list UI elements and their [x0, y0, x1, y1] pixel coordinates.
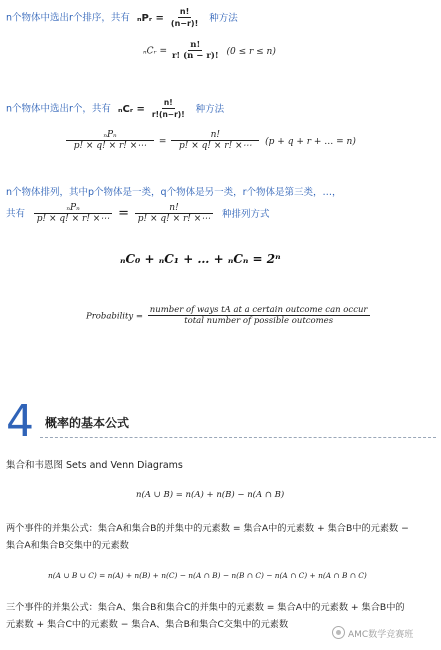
- perm-fraction: [169, 7, 200, 29]
- arr-fraction-2: [171, 130, 259, 152]
- perm-den: (n−r)!: [170, 19, 199, 28]
- comb-symbol: ₙCᵣ =: [117, 103, 145, 115]
- multi-line-2: [6, 203, 270, 225]
- arrangement-formula: [66, 130, 356, 152]
- venn-p2-line1: 两个事件的并集公式：集合A和集合B的并集中的元素数 = 集合A中的元素数 + 集合B中的元素数 −: [6, 523, 409, 534]
- ncr-left: ₙCᵣ =: [143, 46, 168, 57]
- multi-text-a: 共有: [6, 208, 26, 220]
- comb-num: n!: [163, 98, 173, 107]
- perm-num: n!: [179, 7, 190, 16]
- section-divider: [40, 437, 436, 438]
- multi-text-b: 种排列方式: [222, 208, 270, 220]
- perm-text-b: 种方法: [209, 12, 238, 24]
- section-title: 概率的基本公式: [45, 416, 130, 430]
- arr-den-2: p! × q! × r! ×⋯: [178, 141, 252, 151]
- multi-num-2: n!: [135, 203, 213, 214]
- arr-fraction-1: [66, 130, 154, 152]
- perm-symbol: ₙPᵣ =: [136, 12, 164, 24]
- venn-title: 集合和韦恩图 Sets and Venn Diagrams: [6, 460, 183, 471]
- arr-eq: =: [158, 136, 167, 147]
- arr-den-1: p! × q! × r! ×⋯: [73, 141, 147, 151]
- perm-line: [6, 7, 238, 29]
- ncr-den: r! (n − r)!: [171, 51, 219, 61]
- perm-text-a: n个物体中选出r个排序，共有: [6, 12, 130, 24]
- ncr-num: n!: [190, 40, 201, 50]
- multi-den-2: p! × q! × r! ×⋯: [137, 214, 211, 224]
- venn-eq-1: n(A ∪ B) = n(A) + n(B) − n(A ∩ B): [136, 490, 285, 500]
- comb-text-a: n个物体中选出r个，共有: [6, 103, 111, 115]
- watermark-text: AMC数学竞赛班: [348, 630, 414, 640]
- binomial-sum: ₙC₀ + ₙC₁ + … + ₙCₙ = 2ⁿ: [120, 252, 281, 266]
- multi-fraction-1: [34, 203, 112, 225]
- multi-num-1: ₙPₙ: [34, 203, 112, 214]
- ncr-condition: (0 ≤ r ≤ n): [226, 46, 276, 57]
- arr-condition: (p + q + r + … = n): [265, 136, 356, 147]
- comb-den: r!(n−r)!: [151, 110, 185, 119]
- comb-line: [6, 98, 224, 120]
- watermark: [332, 622, 413, 641]
- arr-num-2: n!: [171, 130, 259, 141]
- multi-den-1: p! × q! × r! ×⋯: [36, 214, 110, 224]
- venn-p3-line2: 元素数 + 集合C中的元素数 − 集合A、集合B和集合C交集中的元素数: [6, 619, 289, 630]
- prob-left: Probability =: [86, 311, 144, 322]
- prob-fraction: [148, 305, 370, 327]
- comb-text-b: 种方法: [195, 103, 225, 115]
- ncr-formula: [143, 40, 276, 62]
- prob-den: total number of possible outcomes: [184, 316, 334, 326]
- comb-fraction: [150, 98, 187, 120]
- venn-p2-line2: 集合A和集合B交集中的元素数: [6, 540, 129, 551]
- venn-p3-line1: 三个事件的并集公式：集合A、集合B和集合C的并集中的元素数 = 集合A中的元素数 + 集合B中的: [6, 602, 405, 613]
- section-number: 4: [6, 396, 34, 447]
- multi-fraction-2: [135, 203, 213, 225]
- multi-line-1: n个物体排列，其中p个物体是一类，q个物体是另一类，r个物体是第三类，…，: [6, 187, 342, 198]
- wechat-icon: [332, 626, 345, 639]
- venn-eq-2: n(A ∪ B ∪ C) = n(A) + n(B) + n(C) − n(A ∩ B) − n(B ∩ C) − n(A ∩ C) + n(A ∩ B ∩ C): [48, 571, 367, 580]
- arr-num-1: ₙPₙ: [66, 130, 154, 141]
- ncr-fraction: [170, 40, 221, 62]
- probability-formula: [86, 305, 370, 327]
- multi-eq: =: [118, 205, 129, 221]
- prob-num: number of ways tA at a certain outcome can occur: [149, 305, 368, 315]
